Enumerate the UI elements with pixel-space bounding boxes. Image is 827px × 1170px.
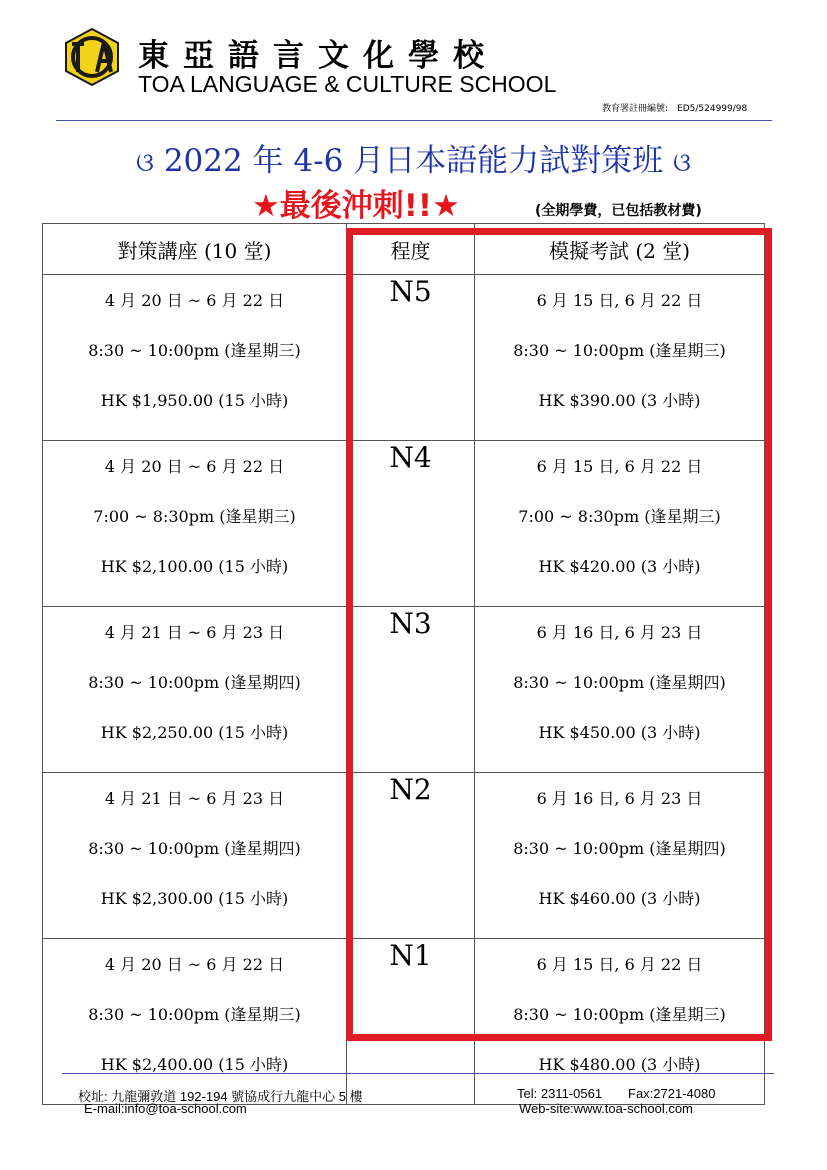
lecture-time: 7:00 ~ 8:30pm (逢星期三) bbox=[93, 507, 296, 526]
telephone: Tel: 2311-0561 bbox=[517, 1086, 603, 1101]
email-address: E-mail:info@toa-school.com bbox=[84, 1101, 247, 1116]
school-logo bbox=[63, 28, 121, 86]
fax-number: Fax:2721-4080 bbox=[628, 1086, 716, 1101]
level-cell: N4 bbox=[347, 441, 475, 607]
mock-dates: 6 月 16 日, 6 月 23 日 bbox=[536, 623, 703, 642]
mock-dates: 6 月 15 日, 6 月 22 日 bbox=[536, 457, 703, 476]
lecture-fee: HK $2,400.00 (15 小時) bbox=[100, 1055, 289, 1074]
page-title-row bbox=[0, 135, 827, 180]
level-cell: N3 bbox=[347, 607, 475, 773]
mock-time: 8:30 ~ 10:00pm (逢星期三) bbox=[513, 1005, 726, 1024]
lecture-fee: HK $1,950.00 (15 小時) bbox=[100, 391, 289, 410]
mock-dates: 6 月 15 日, 6 月 22 日 bbox=[536, 291, 703, 310]
level-cell: N1 bbox=[347, 939, 475, 1105]
lecture-dates: 4 月 20 日 ~ 6 月 22 日 bbox=[104, 955, 285, 974]
lecture-cell bbox=[43, 607, 347, 773]
registration-number: 教育署註冊編號: ED5/524999/98 bbox=[602, 104, 748, 114]
lecture-time: 8:30 ~ 10:00pm (逢星期四) bbox=[88, 673, 301, 692]
school-address: 校址: 九龍彌敦道 192-194 號協成行九龍中心 5 樓 bbox=[78, 1089, 363, 1104]
lecture-fee: HK $2,100.00 (15 小時) bbox=[100, 557, 289, 576]
lecture-dates: 4 月 20 日 ~ 6 月 22 日 bbox=[104, 457, 285, 476]
lecture-time: 8:30 ~ 10:00pm (逢星期四) bbox=[88, 839, 301, 858]
header-mock-exam: 模擬考試 (2 堂) bbox=[475, 224, 765, 275]
lecture-fee: HK $2,300.00 (15 小時) bbox=[100, 889, 289, 908]
level-cell: N5 bbox=[347, 275, 475, 441]
mock-time: 8:30 ~ 10:00pm (逢星期四) bbox=[513, 673, 726, 692]
website: Web-site:www.toa-school.com bbox=[519, 1101, 693, 1116]
lecture-cell bbox=[43, 773, 347, 939]
lecture-dates: 4 月 21 日 ~ 6 月 23 日 bbox=[104, 789, 285, 808]
mock-dates: 6 月 16 日, 6 月 23 日 bbox=[536, 789, 703, 808]
lecture-fee: HK $2,250.00 (15 小時) bbox=[100, 723, 289, 742]
highlight-frame bbox=[346, 228, 772, 1041]
lecture-dates: 4 月 20 日 ~ 6 月 22 日 bbox=[104, 291, 285, 310]
ornament-right-icon: ଓ bbox=[673, 148, 691, 178]
level-cell: N2 bbox=[347, 773, 475, 939]
mock-time: 7:00 ~ 8:30pm (逢星期三) bbox=[518, 507, 721, 526]
page-title: 2022 年 4-6 月日本語能力試對策班 bbox=[163, 143, 664, 179]
lecture-time: 8:30 ~ 10:00pm (逢星期三) bbox=[88, 1005, 301, 1024]
mock-fee: HK $460.00 (3 小時) bbox=[538, 889, 701, 908]
fee-note: (全期學費，已包括教材費) bbox=[535, 203, 702, 219]
lecture-cell bbox=[43, 275, 347, 441]
mock-fee: HK $420.00 (3 小時) bbox=[538, 557, 701, 576]
mock-time: 8:30 ~ 10:00pm (逢星期三) bbox=[513, 341, 726, 360]
mock-dates: 6 月 15 日, 6 月 22 日 bbox=[536, 955, 703, 974]
lecture-cell bbox=[43, 939, 347, 1105]
footer-divider bbox=[62, 1073, 774, 1074]
mock-fee: HK $450.00 (3 小時) bbox=[538, 723, 701, 742]
header-level: 程度 bbox=[347, 224, 475, 275]
school-name-chinese: 東亞語言文化學校 bbox=[138, 38, 498, 74]
lecture-dates: 4 月 21 日 ~ 6 月 23 日 bbox=[104, 623, 285, 642]
mock-fee: HK $390.00 (3 小時) bbox=[538, 391, 701, 410]
final-sprint-subtitle: ★最後沖刺!!★ bbox=[252, 188, 460, 224]
mock-time: 8:30 ~ 10:00pm (逢星期四) bbox=[513, 839, 726, 858]
header-lecture: 對策講座 (10 堂) bbox=[43, 224, 347, 275]
header-divider bbox=[56, 120, 772, 121]
lecture-time: 8:30 ~ 10:00pm (逢星期三) bbox=[88, 341, 301, 360]
mock-fee: HK $480.00 (3 小時) bbox=[538, 1055, 701, 1074]
lecture-cell bbox=[43, 441, 347, 607]
ornament-left-icon: ଓ bbox=[136, 148, 154, 178]
school-name-english: TOA LANGUAGE & CULTURE SCHOOL bbox=[138, 71, 557, 97]
